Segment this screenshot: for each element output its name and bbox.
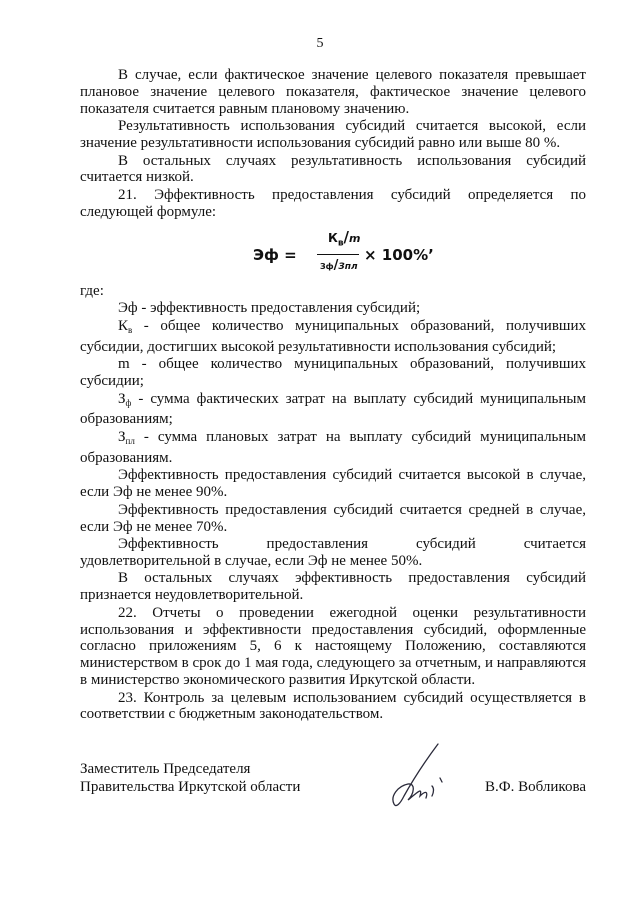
where-label: где: [80, 282, 104, 299]
efficiency-satisfactory: Эффективность предоставления субсидий считается удовлетворительной в случае, если Эф не менее 50%. [80, 536, 586, 569]
paragraph-23-control: 23. Контроль за целевым использованием субсидий осуществляется в соответствии с бюджетным законодательством. [80, 689, 586, 723]
position-line-2: Правительства Иркутской области [80, 779, 301, 795]
formula-rhs: × 100%’ [364, 245, 434, 264]
formula-fraction-bar [317, 254, 359, 255]
efficiency-unsatisfactory: В остальных случаях эффективность предоставления субсидий признается неудовлетворительной. [80, 570, 586, 604]
paragraph-high-result: Результативность использования субсидий считается высокой, если значение результативности использования субсидий равно или выше 80 %. [80, 118, 586, 151]
handwritten-signature [376, 738, 456, 818]
paragraph-target-exceeds: В случае, если фактическое значение целевого показателя превышает плановое значение целевого показателя, фактическое значение целевого показателя считается равным плановому значению. [80, 67, 586, 117]
definition-kv: $К_в$ - общее количество муниципальных образований, получивших субсидии, достигших высокой результативности использования субсидий; [80, 317, 586, 355]
efficiency-high: Эффективность предоставления субсидий считается высокой в случае, если Эф не менее 90%. [80, 467, 586, 501]
definition-zpl: $З_{пл}$ - сумма плановых затрат на выплату субсидий муниципальным образованиям. [80, 428, 586, 466]
paragraph-low-result: В остальных случаях результативность использования субсидий считается низкой. [80, 152, 586, 186]
page-number: 5 [316, 36, 324, 51]
signature-block [80, 760, 586, 820]
definition-m: m - общее количество муниципальных образований, получивших субсидии; [80, 356, 586, 389]
paragraph-21-efficiency: 21. Эффективность предоставления субсидий определяется по следующей формуле: [80, 186, 586, 220]
paragraph-22-reports: 22. Отчеты о проведении ежегодной оценки результативности использования и эффективности предоставления субсидий, оформленные согласно приложениям 5, 6 к настоящему Положению, составляются министерством в срок до 1 мая года, следующего за отчетным, и направляются в министерство экономического развития Иркутской области. [80, 604, 586, 689]
position-line-1: Заместитель Председателя [80, 761, 251, 777]
formula-lhs: Эф = [253, 245, 297, 264]
signatory-position [80, 760, 300, 796]
definition-zf: $З_ф$ - сумма фактических затрат на выплату субсидий муниципальным образованиям; [80, 390, 586, 428]
efficiency-formula [80, 223, 586, 283]
signatory-name: В.Ф. Вобликова [485, 779, 586, 795]
formula-denominator: Зф/Зпл [320, 257, 358, 273]
efficiency-medium: Эффективность предоставления субсидий считается средней в случае, если Эф не менее 70%. [80, 501, 586, 535]
definition-ef: Эф - эффективность предоставления субсидий; [118, 300, 421, 317]
formula-numerator: $К_в/m$ [328, 227, 361, 248]
document-body [80, 67, 586, 724]
